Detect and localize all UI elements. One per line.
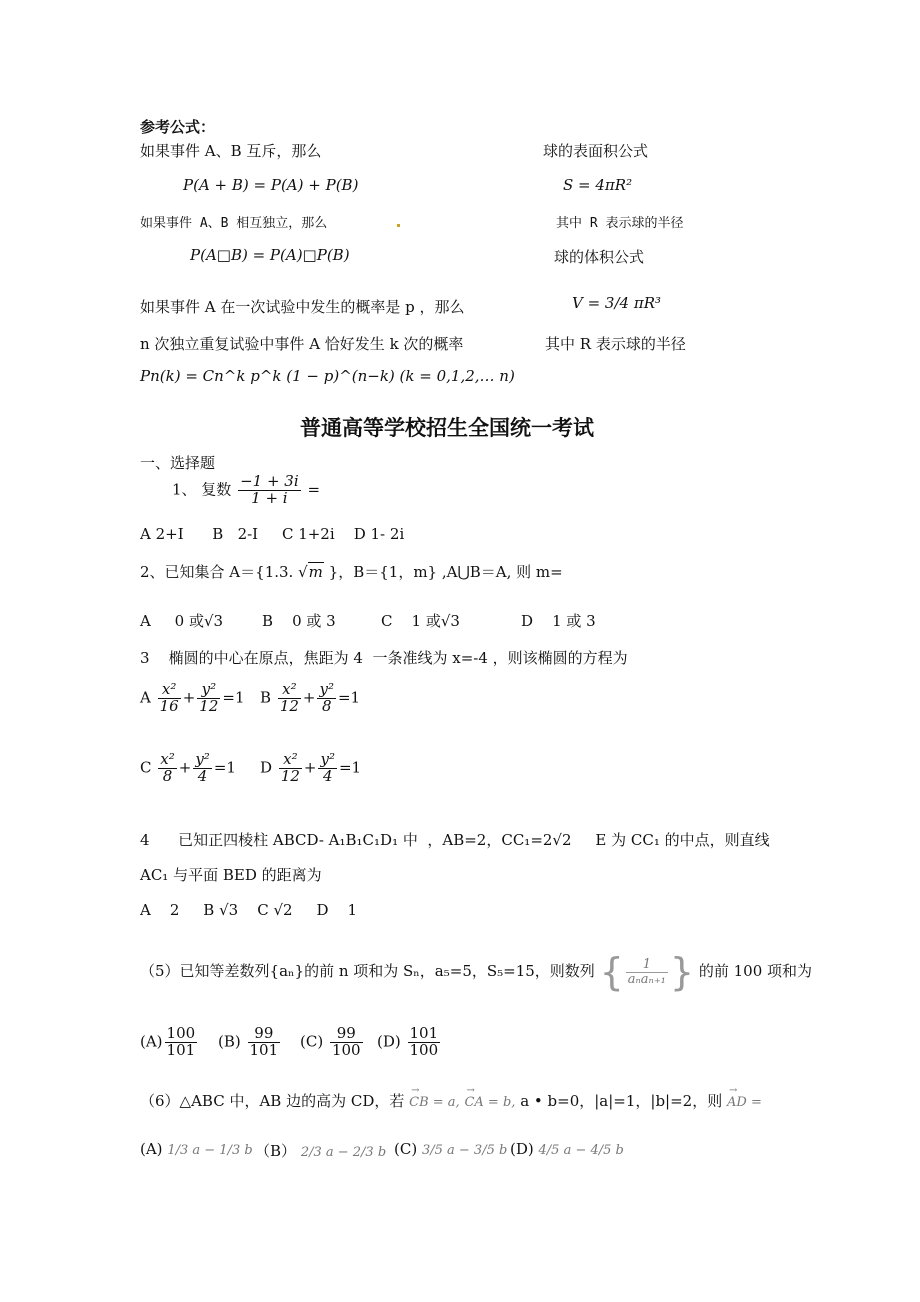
formula-left-2: P(A + B) = P(A) + P(B) <box>183 176 359 194</box>
q5-d-frac <box>408 1026 441 1059</box>
q5-a-num: 100 <box>166 1024 196 1042</box>
q3-d-eq: =1 <box>338 758 362 777</box>
q3-d-label: D <box>260 758 273 777</box>
q5-text-a: （5）已知等差数列{aₙ}的前 n 项和为 Sₙ，a₅=5，S₅=15，则数列 <box>140 962 595 980</box>
formula-left-4: P(A□B) = P(A)□P(B) <box>190 246 350 264</box>
q3-a-label: A <box>140 688 151 707</box>
q3-c-eq: =1 <box>213 758 236 777</box>
question-1 <box>172 474 320 507</box>
q1-prefix: 1、 复数 <box>172 480 232 499</box>
q6-vector-ad: → AD = <box>727 1095 762 1110</box>
q3-c-label: C <box>140 758 152 777</box>
q3-b-frac1 <box>278 682 301 715</box>
q3-d-d2: 4 <box>322 766 333 785</box>
q4-options: A 2 B √3 C √2 D 1 <box>140 901 358 919</box>
q5-c-den: 100 <box>331 1040 361 1059</box>
q5-b-frac <box>248 1026 281 1059</box>
formula-left-6: n 次独立重复试验中事件 A 恰好发生 k 次的概率 <box>140 335 464 353</box>
q3-c-x2: x² <box>160 750 175 768</box>
q5-brace-right: } <box>669 950 695 994</box>
q3-d-y2: y² <box>320 750 335 768</box>
q2-sqrt: √m <box>298 563 323 581</box>
q3-a-y2: y² <box>197 682 220 699</box>
question-2 <box>140 561 563 582</box>
q5-option-d <box>377 1026 442 1059</box>
q1-denominator: 1 + i <box>251 488 288 507</box>
q2-radicand: m <box>308 563 323 581</box>
q6-c-label: (C) <box>394 1140 418 1158</box>
q6-a-expr: 1/3 a − 1/3 b <box>167 1143 253 1158</box>
q6-b-label: （B） <box>255 1142 297 1160</box>
q6-b-expr: 2/3 a − 2/3 b <box>300 1145 387 1160</box>
q2-option-b: B 0 或 3 <box>262 612 336 630</box>
q5-b-label: (B) <box>218 1032 241 1051</box>
q3-a-x2: x² <box>158 682 181 699</box>
q3-option-a: A $\frac{\text{x²}}{16}$ + $\frac{\text{y²}}{12}$ =1 <box>140 680 245 715</box>
q3-d-x2: x² <box>279 752 302 769</box>
q2-option-c: C 1 或√3 <box>381 612 460 630</box>
question-4-line2: AC₁ 与平面 BED 的距离为 <box>140 866 322 884</box>
q3-c-d1: 8 <box>162 766 173 785</box>
q6-a-label: (A) <box>140 1140 163 1158</box>
q5-d-label: (D) <box>377 1032 401 1051</box>
decor-dot <box>397 224 400 227</box>
q3-c-d2: 4 <box>197 766 208 785</box>
q6-d-label: (D) <box>510 1140 534 1158</box>
q1-equals: = <box>307 480 321 499</box>
q5-brace-left: { <box>599 950 624 994</box>
q5-a-den: 101 <box>166 1040 196 1059</box>
q3-a-frac2 <box>197 682 220 715</box>
q5-a-label: (A) <box>140 1032 163 1051</box>
q3-d-frac2 <box>318 752 337 785</box>
formula-left-5: 如果事件 A 在一次试验中发生的概率是 p ，那么 <box>140 298 465 316</box>
formula-right-1: 球的表面积公式 <box>543 142 649 160</box>
q1-fraction <box>238 474 301 507</box>
q3-c-y2: y² <box>195 750 210 768</box>
q6-text-a: （6）△ABC 中，AB 边的高为 CD，若 <box>140 1092 405 1110</box>
formula-left-7: Pn(k) = Cn^k p^k (1 − p)^(n−k) (k = 0,1,2,… n) <box>140 367 515 385</box>
q5-d-den: 100 <box>409 1040 439 1059</box>
formula-left-1: 如果事件 A、B 互斥，那么 <box>140 142 322 160</box>
q1-numerator: −1 + 3i <box>240 472 299 490</box>
formula-right-2: S = 4πR² <box>563 176 633 194</box>
q5-c-label: (C) <box>300 1032 324 1051</box>
q3-d-frac1 <box>279 752 302 785</box>
q3-option-d: D $\frac{\text{x²}}{12}$ + $\frac{\text{y²}}{4}$ =1 <box>260 750 362 785</box>
q5-c-frac <box>330 1026 363 1059</box>
q3-a-eq: =1 <box>222 688 245 707</box>
formula-right-3: 其中 R 表示球的半径 <box>556 216 684 231</box>
q5-seq-num: 1 <box>626 958 668 973</box>
formula-title: 参考公式： <box>140 118 216 136</box>
q3-d-d1: 12 <box>280 766 300 785</box>
q2-option-a: A 0 或√3 <box>140 612 224 630</box>
q3-b-label: B <box>260 688 272 707</box>
formula-right-5: V = 3/4 πR³ <box>572 294 662 312</box>
q5-option-b <box>218 1026 282 1059</box>
q6-option-c <box>394 1140 507 1158</box>
q2-text-a: 2、已知集合 A＝{1.3. <box>140 563 294 581</box>
q6-text-b: a • b=0，|a|=1，|b|=2，则 <box>520 1092 723 1110</box>
q3-b-eq: =1 <box>337 688 361 707</box>
q6-option-d <box>510 1140 624 1158</box>
question-6 <box>140 1090 762 1111</box>
q5-d-num: 101 <box>409 1024 439 1042</box>
q2-option-d: D 1 或 3 <box>521 612 596 630</box>
q3-b-d2: 8 <box>321 696 332 715</box>
q3-b-frac2 <box>317 682 336 715</box>
q5-c-num: 99 <box>330 1026 363 1043</box>
q5-seq-den: aₙaₙ₊₁ <box>627 971 666 987</box>
q6-option-b <box>255 1140 386 1161</box>
q5-option-a <box>140 1026 199 1059</box>
q5-a-frac <box>165 1026 198 1059</box>
q3-a-d2: 12 <box>199 696 219 715</box>
exam-title: 普通高等学校招生全国统一考试 <box>300 416 594 440</box>
q3-c-frac1 <box>158 752 176 785</box>
q5-sequence <box>600 950 695 994</box>
q3-a-frac1 <box>158 682 181 715</box>
q5-b-num: 99 <box>248 1026 281 1043</box>
q3-option-c: C $\frac{\text{x²}}{8}$ + $\frac{\text{y²}}{4}$ =1 <box>140 750 236 785</box>
formula-right-6: 其中 R 表示球的半径 <box>545 335 686 353</box>
q5-text-b: 的前 100 项和为 <box>698 962 813 980</box>
q6-vector-cb: → CB = a, <box>409 1095 460 1110</box>
q1-options: A 2+I B 2-I C 1+2i D 1- 2i <box>140 525 405 543</box>
section-title: 一、选择题 <box>140 454 216 472</box>
formula-left-3: 如果事件 A、B 相互独立，那么 <box>140 216 328 231</box>
q6-d-expr: 4/5 a − 4/5 b <box>538 1143 624 1158</box>
q6-c-expr: 3/5 a − 3/5 b <box>421 1143 508 1158</box>
question-5 <box>140 950 812 994</box>
question-4-line1: 4 已知正四棱柱 ABCD- A₁B₁C₁D₁ 中 ，AB=2，CC₁=2√2 E 为 CC₁ 的中点，则直线 <box>140 831 770 849</box>
q3-a-d1: 16 <box>159 696 179 715</box>
q3-c-frac2 <box>193 752 212 785</box>
q5-seq-frac <box>626 958 668 986</box>
q6-vector-ca: → CA = b, <box>464 1095 515 1110</box>
q6-option-a <box>140 1140 253 1158</box>
formula-right-4: 球的体积公式 <box>554 248 645 266</box>
q3-b-x2: x² <box>278 682 301 699</box>
q3-option-b: B $\frac{\text{x²}}{12}$ + $\frac{\text{y²}}{8}$ =1 <box>260 680 361 715</box>
q3-b-d1: 12 <box>279 696 299 715</box>
q5-option-c <box>300 1026 365 1059</box>
question-3: 3 椭圆的中心在原点，焦距为 4 一条准线为 x=-4 ，则该椭圆的方程为 <box>140 649 628 667</box>
q3-b-y2: y² <box>319 680 334 698</box>
q2-text-b: }，B＝{1，m} ,A⋃B＝A, 则 m= <box>328 563 563 581</box>
q5-b-den: 101 <box>249 1040 279 1059</box>
